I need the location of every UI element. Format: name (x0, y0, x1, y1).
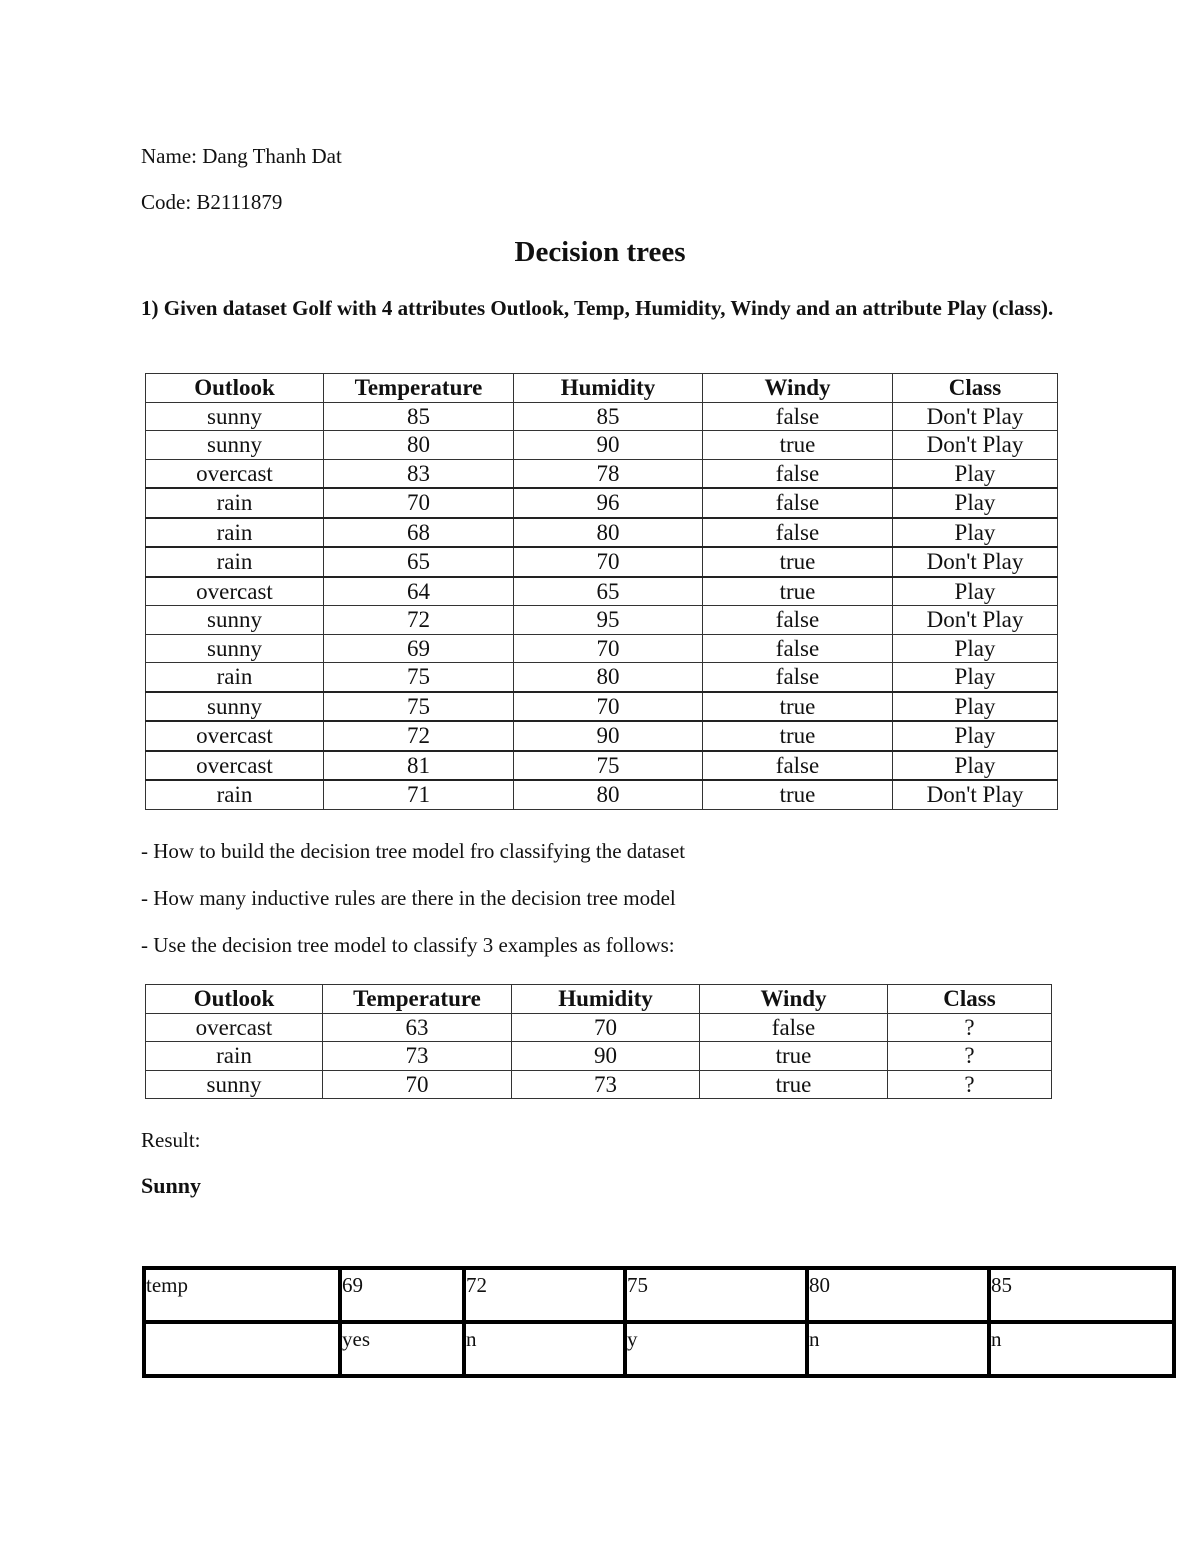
table-cell: true (703, 721, 893, 751)
table-row (146, 1042, 1052, 1071)
table-row (146, 780, 1058, 809)
table-cell: 95 (514, 606, 703, 635)
table-cell: 90 (514, 431, 703, 460)
table-cell: 85 (514, 402, 703, 431)
table-row (144, 1268, 1174, 1322)
table-cell: 70 (514, 547, 703, 577)
table-cell: 72 (464, 1268, 625, 1322)
table-cell: false (703, 751, 893, 781)
table-cell: 96 (514, 488, 703, 518)
table-header-row (146, 985, 1052, 1014)
header-cell: Windy (703, 374, 893, 403)
header-cell: Humidity (512, 985, 700, 1014)
table-cell: 65 (514, 577, 703, 606)
table-cell: 80 (324, 431, 514, 460)
table-cell: rain (146, 663, 324, 692)
table-cell: rain (146, 1042, 323, 1071)
table-cell: 80 (514, 780, 703, 809)
table-cell: ? (888, 1013, 1052, 1042)
result-label: Result: (141, 1128, 201, 1152)
table-cell: sunny (146, 402, 324, 431)
table-cell: overcast (146, 459, 324, 488)
header-cell: Humidity (514, 374, 703, 403)
table-cell: Don't Play (893, 431, 1058, 460)
table-cell: true (703, 780, 893, 809)
table-cell: 80 (514, 663, 703, 692)
golf-dataset-table (145, 373, 1058, 810)
table-cell: Play (893, 751, 1058, 781)
table-cell: true (703, 692, 893, 722)
table-cell: 71 (324, 780, 514, 809)
table-cell: 78 (514, 459, 703, 488)
code-line: Code: B2111879 (141, 190, 283, 214)
table-row (146, 751, 1058, 781)
header-cell: Windy (700, 985, 888, 1014)
table-cell: true (700, 1042, 888, 1071)
table-row (146, 606, 1058, 635)
table-cell: Don't Play (893, 606, 1058, 635)
table-row (146, 1070, 1052, 1099)
header-cell: Outlook (146, 374, 324, 403)
table-cell: sunny (146, 634, 324, 663)
table-cell: 85 (989, 1268, 1174, 1322)
table-row (146, 634, 1058, 663)
table-cell: n (989, 1322, 1174, 1376)
table-cell: 63 (323, 1013, 512, 1042)
table-cell: Play (893, 634, 1058, 663)
table-cell: overcast (146, 577, 324, 606)
table-cell: 73 (512, 1070, 700, 1099)
table-row (146, 663, 1058, 692)
table-cell: Don't Play (893, 780, 1058, 809)
table-cell: overcast (146, 721, 324, 751)
table-cell: rain (146, 488, 324, 518)
table-cell: overcast (146, 751, 324, 781)
table-cell: true (703, 577, 893, 606)
table-cell: false (703, 518, 893, 548)
table-cell: Don't Play (893, 547, 1058, 577)
table-cell: Play (893, 518, 1058, 548)
table-cell: Play (893, 459, 1058, 488)
table-cell: 85 (324, 402, 514, 431)
header-cell: Class (888, 985, 1052, 1014)
table-row (146, 488, 1058, 518)
table-cell: false (703, 634, 893, 663)
page-title: Decision trees (514, 236, 686, 268)
table-cell: rain (146, 547, 324, 577)
table-cell: 72 (324, 721, 514, 751)
header-cell: Temperature (323, 985, 512, 1014)
table-cell: 70 (514, 692, 703, 722)
table-cell: true (700, 1070, 888, 1099)
table-cell: 80 (514, 518, 703, 548)
table-row (146, 518, 1058, 548)
task-line-3: - Use the decision tree model to classify 3 examples as follows: (141, 933, 675, 957)
table-row (146, 692, 1058, 722)
header-cell: Class (893, 374, 1058, 403)
table-cell: rain (146, 780, 324, 809)
table-cell: Play (893, 663, 1058, 692)
table-cell: Don't Play (893, 402, 1058, 431)
table-cell: false (700, 1013, 888, 1042)
table-cell: false (703, 663, 893, 692)
table-cell: Play (893, 577, 1058, 606)
table-cell: overcast (146, 1013, 323, 1042)
table-cell: 80 (807, 1268, 989, 1322)
table-cell: 69 (324, 634, 514, 663)
table-cell: 75 (514, 751, 703, 781)
table-cell: n (464, 1322, 625, 1376)
table-cell: Play (893, 721, 1058, 751)
table-cell: 72 (324, 606, 514, 635)
table-cell: sunny (146, 431, 324, 460)
table-row (146, 547, 1058, 577)
table-cell: sunny (146, 1070, 323, 1099)
table-cell: rain (146, 518, 324, 548)
table-cell: false (703, 606, 893, 635)
question-text: 1) Given dataset Golf with 4 attributes Outlook, Temp, Humidity, Windy and an attribute Play (class). (141, 296, 1054, 320)
table-cell: 70 (512, 1013, 700, 1042)
table-cell: ? (888, 1042, 1052, 1071)
table-cell: 70 (324, 488, 514, 518)
table-cell: 69 (340, 1268, 464, 1322)
table-cell: 90 (512, 1042, 700, 1071)
table-cell: yes (340, 1322, 464, 1376)
table-cell: 83 (324, 459, 514, 488)
table-cell: 70 (514, 634, 703, 663)
table-cell: ? (888, 1070, 1052, 1099)
table-cell: 70 (323, 1070, 512, 1099)
table-cell: temp (144, 1268, 340, 1322)
table-row (146, 721, 1058, 751)
task-line-1: - How to build the decision tree model fro classifying the dataset (141, 839, 686, 863)
table-cell: sunny (146, 606, 324, 635)
task-line-2: - How many inductive rules are there in the decision tree model (141, 886, 676, 910)
table-header-row (146, 374, 1058, 403)
table-cell: 65 (324, 547, 514, 577)
table-cell: 75 (625, 1268, 807, 1322)
table-row (146, 431, 1058, 460)
table-row (146, 577, 1058, 606)
temp-table (142, 1266, 1176, 1378)
table-cell: true (703, 431, 893, 460)
table-cell: 75 (324, 692, 514, 722)
table-cell: sunny (146, 692, 324, 722)
table-cell: Play (893, 692, 1058, 722)
table-cell: n (807, 1322, 989, 1376)
table-cell: 73 (323, 1042, 512, 1071)
table-cell: false (703, 402, 893, 431)
table-cell (144, 1322, 340, 1376)
name-line: Name: Dang Thanh Dat (141, 144, 342, 168)
table-cell: false (703, 488, 893, 518)
header-cell: Temperature (324, 374, 514, 403)
table-cell: false (703, 459, 893, 488)
header-cell: Outlook (146, 985, 323, 1014)
table-cell: 90 (514, 721, 703, 751)
table-cell: Play (893, 488, 1058, 518)
table-row (146, 1013, 1052, 1042)
table-row (146, 402, 1058, 431)
table-cell: 64 (324, 577, 514, 606)
table-cell: 75 (324, 663, 514, 692)
table-row (146, 459, 1058, 488)
table-cell: 68 (324, 518, 514, 548)
table-row (144, 1322, 1174, 1376)
table-cell: 81 (324, 751, 514, 781)
table-cell: true (703, 547, 893, 577)
table-cell: y (625, 1322, 807, 1376)
result-heading: Sunny (141, 1173, 201, 1198)
examples-table (145, 984, 1052, 1099)
